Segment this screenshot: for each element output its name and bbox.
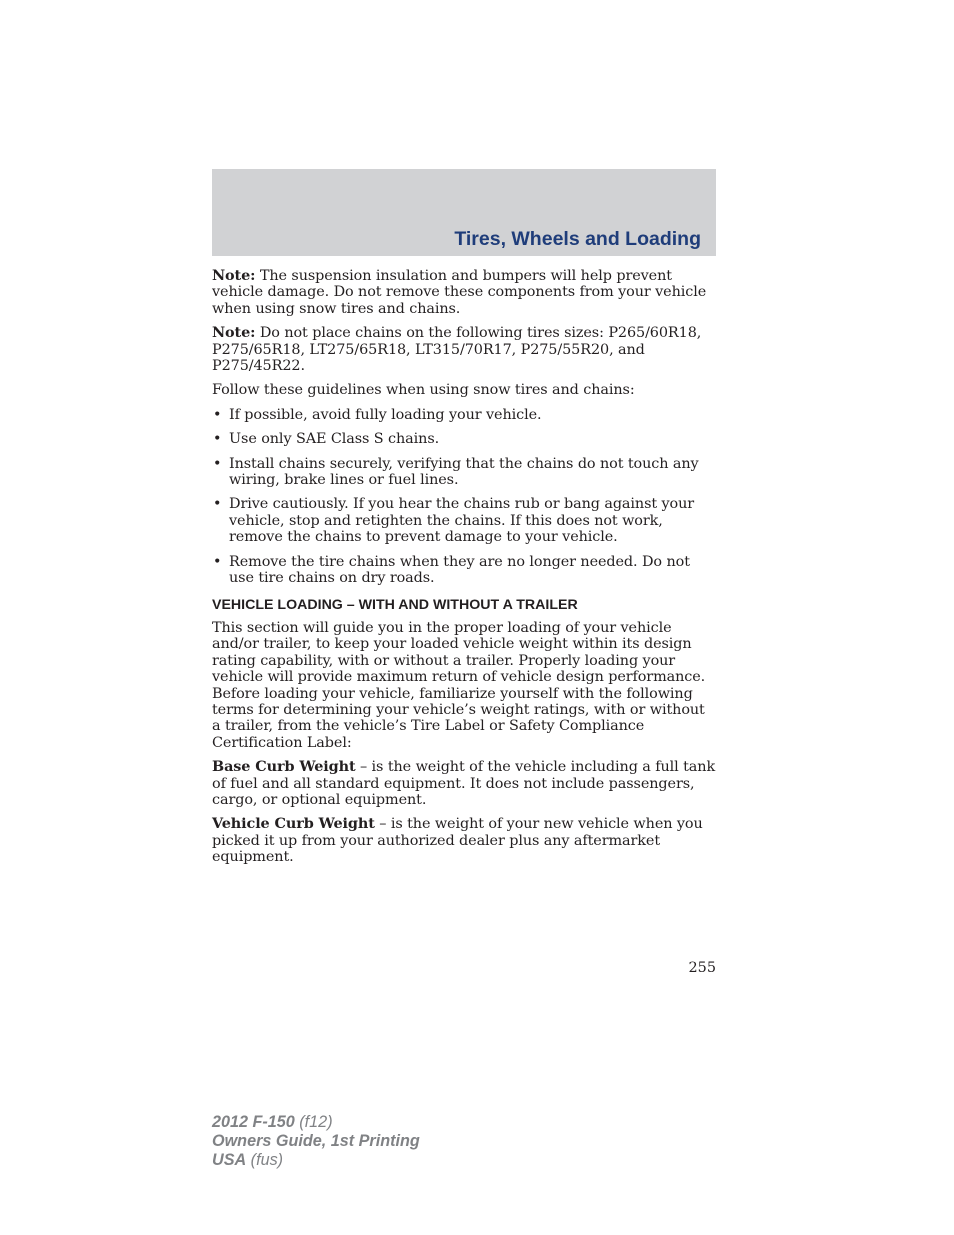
note-text: Do not place chains on the following tires sizes: P265/60R18, P275/65R18, LT275/65R18, LT315/70R17, P275/55R20, and P275/45R22. [212, 325, 702, 375]
list-item [212, 431, 716, 447]
note-text: The suspension insulation and bumpers will help prevent vehicle damage. Do not remove these components from your vehicle when using snow tires and chains. [212, 268, 707, 317]
guidelines-intro: Follow these guidelines when using snow tires and chains: [212, 382, 635, 399]
section-heading: VEHICLE LOADING – WITH AND WITHOUT A TRAILER [212, 596, 578, 613]
footer-edition: Owners Guide, 1st Printing [212, 1132, 420, 1150]
footer-model: 2012 F-150 [212, 1113, 295, 1131]
list-item [212, 456, 716, 489]
footer-line [212, 1151, 420, 1170]
list-item [212, 407, 716, 423]
bullet-icon: • [213, 496, 222, 513]
page-content [212, 268, 716, 874]
footer-line [212, 1113, 420, 1132]
list-item-text: Install chains securely, verifying that the chains do not touch any wiring, brake lines or fuel lines. [229, 455, 699, 489]
list-item-text: Drive cautiously. If you hear the chains rub or bang against your vehicle, stop and retighten the chains. If this does not work, remove the chains to prevent damage to your vehicle. [229, 496, 695, 546]
note-label: Note: [212, 324, 256, 342]
definition-text: – is the weight of your new vehicle when you picked it up from your authorized dealer plus any aftermarket equipment. [212, 816, 703, 866]
definition-paragraph [212, 816, 716, 865]
bullet-icon: • [213, 455, 222, 472]
note-paragraph [212, 268, 716, 317]
list-item [212, 554, 716, 587]
page-title: Tires, Wheels and Loading [454, 228, 701, 250]
list-item-text: If possible, avoid fully loading your vehicle. [229, 406, 542, 423]
bullet-icon: • [213, 553, 222, 570]
list-item-text: Use only SAE Class S chains. [229, 431, 440, 448]
page-number: 255 [688, 960, 716, 976]
bullet-icon: • [213, 406, 222, 423]
bullet-icon: • [213, 431, 222, 448]
guideline-list [212, 407, 716, 587]
list-item [212, 496, 716, 545]
note-paragraph [212, 325, 716, 374]
footer [212, 1113, 420, 1170]
footer-line [212, 1132, 420, 1151]
section-intro: This section will guide you in the proper loading of your vehicle and/or trailer, to keep your loaded vehicle weight within its design rating capability, with or without a trailer. Properly loading your vehicle will provide maximum return of vehicle design performance. Before loading your vehicle, familiarize yourself with the following terms for determining your vehicle’s weight ratings, with or without a trailer, from the vehicle’s Tire Label or Safety Compliance Certification Label: [212, 619, 706, 751]
header-band [212, 169, 716, 256]
definition-term: Vehicle Curb Weight [212, 815, 375, 833]
footer-market-code: (fus) [246, 1151, 284, 1169]
footer-model-code: (f12) [294, 1113, 333, 1131]
definition-paragraph [212, 759, 716, 808]
definition-term: Base Curb Weight [212, 758, 356, 776]
list-item-text: Remove the tire chains when they are no longer needed. Do not use tire chains on dry roads. [229, 553, 690, 587]
definition-text: – is the weight of the vehicle including a full tank of fuel and all standard equipment. It does not include passengers, cargo, or optional equipment. [212, 759, 716, 808]
footer-market: USA [212, 1151, 247, 1169]
note-label: Note: [212, 267, 256, 284]
